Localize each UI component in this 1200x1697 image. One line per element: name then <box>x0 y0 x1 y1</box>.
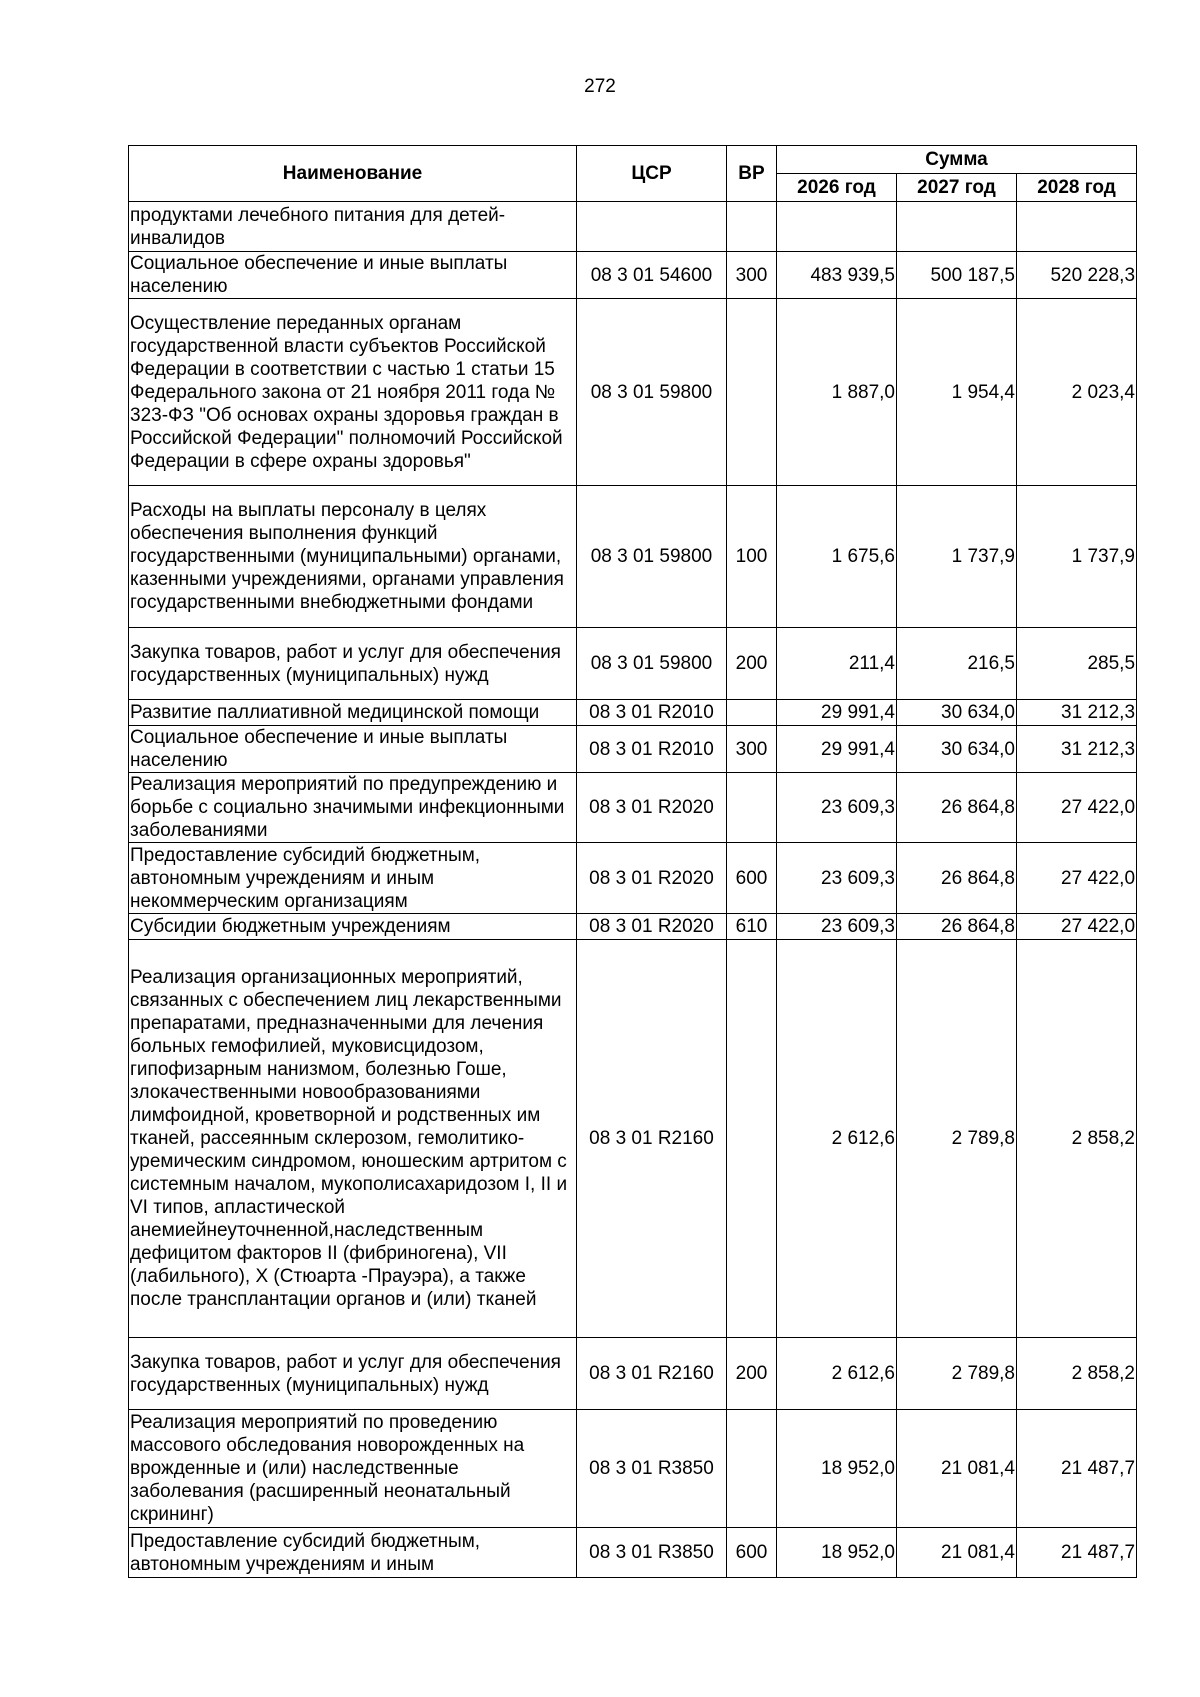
row-vr: 610 <box>727 914 777 940</box>
row-name: продуктами лечебного питания для детей-инвалидов <box>129 202 577 252</box>
row-2027: 2 789,8 <box>897 1338 1017 1410</box>
row-csr: 08 3 01 R2160 <box>577 940 727 1338</box>
row-2026: 1 675,6 <box>777 486 897 628</box>
row-2026: 23 609,3 <box>777 914 897 940</box>
row-csr: 08 3 01 R2010 <box>577 726 727 773</box>
row-vr <box>727 940 777 1338</box>
table-row <box>129 628 1137 700</box>
row-name: Закупка товаров, работ и услуг для обеспечения государственных (муниципальных) нужд <box>129 1338 577 1410</box>
row-2027: 216,5 <box>897 628 1017 700</box>
row-2027: 26 864,8 <box>897 843 1017 914</box>
row-csr: 08 3 01 59800 <box>577 628 727 700</box>
row-2026 <box>777 202 897 252</box>
row-vr: 600 <box>727 843 777 914</box>
header-2028: 2028 год <box>1017 174 1137 202</box>
row-2026: 23 609,3 <box>777 843 897 914</box>
row-csr: 08 3 01 R2020 <box>577 914 727 940</box>
row-name: Реализация мероприятий по проведению массового обследования новорожденных на врожденные и (или) наследственные заболевания (расширенный неонатальный скрининг) <box>129 1410 577 1528</box>
row-name: Предоставление субсидий бюджетным, автономным учреждениям и иным некоммерческим организациям <box>129 843 577 914</box>
table-row <box>129 914 1137 940</box>
row-2027: 1 737,9 <box>897 486 1017 628</box>
row-2027: 1 954,4 <box>897 299 1017 486</box>
row-2028: 285,5 <box>1017 628 1137 700</box>
row-name: Закупка товаров, работ и услуг для обеспечения государственных (муниципальных) нужд <box>129 628 577 700</box>
row-name: Осуществление переданных органам государственной власти субъектов Российской Федерации в соответствии с частью 1 статьи 15 Федерального закона от 21 ноября 2011 года № 323-ФЗ "Об основах охраны здоровья граждан в Российской Федерации" полномочий Российской Федерации в сфере охраны здоровья" <box>129 299 577 486</box>
row-2027 <box>897 202 1017 252</box>
row-2027: 21 081,4 <box>897 1410 1017 1528</box>
row-csr: 08 3 01 54600 <box>577 252 727 299</box>
row-2028: 21 487,7 <box>1017 1410 1137 1528</box>
row-2028: 27 422,0 <box>1017 843 1137 914</box>
row-2027: 26 864,8 <box>897 773 1017 843</box>
table-row <box>129 486 1137 628</box>
row-2028: 27 422,0 <box>1017 914 1137 940</box>
row-vr <box>727 299 777 486</box>
row-2027: 2 789,8 <box>897 940 1017 1338</box>
row-csr: 08 3 01 R2010 <box>577 700 727 726</box>
table-row <box>129 299 1137 486</box>
row-csr: 08 3 01 R3850 <box>577 1410 727 1528</box>
budget-table <box>128 145 1137 1578</box>
row-2026: 29 991,4 <box>777 700 897 726</box>
row-2028: 2 023,4 <box>1017 299 1137 486</box>
row-2028: 21 487,7 <box>1017 1528 1137 1578</box>
row-vr: 600 <box>727 1528 777 1578</box>
row-csr: 08 3 01 59800 <box>577 299 727 486</box>
row-2028: 520 228,3 <box>1017 252 1137 299</box>
row-2026: 483 939,5 <box>777 252 897 299</box>
row-2026: 23 609,3 <box>777 773 897 843</box>
row-csr: 08 3 01 R2020 <box>577 773 727 843</box>
table-row <box>129 773 1137 843</box>
table-row <box>129 202 1137 252</box>
row-vr: 200 <box>727 628 777 700</box>
page-number: 272 <box>584 76 616 97</box>
row-name: Реализация организационных мероприятий, связанных с обеспечением лиц лекарственными препаратами, предназначенными для лечения больных гемофилией, муковисцидозом, гипофизарным нанизмом, болезнью Гоше, злокачественными новообразованиями лимфоидной, кроветворной и родственных им тканей, рассеянным склерозом, гемолитико-уремическим синдромом, юношеским артритом с системным началом, мукополисахаридозом I, II и VI типов, апластической анемиейнеуточненной,наследственным дефицитом факторов II (фибриногена), VII (лабильного), X (Стюарта -Прауэра), а также после трансплантации органов и (или) тканей <box>129 940 577 1338</box>
row-2028: 27 422,0 <box>1017 773 1137 843</box>
row-2026: 29 991,4 <box>777 726 897 773</box>
header-sum: Сумма <box>777 146 1137 174</box>
row-csr <box>577 202 727 252</box>
table-row <box>129 726 1137 773</box>
row-2028: 1 737,9 <box>1017 486 1137 628</box>
row-vr <box>727 202 777 252</box>
row-2026: 18 952,0 <box>777 1410 897 1528</box>
header-name: Наименование <box>129 146 577 202</box>
row-name: Социальное обеспечение и иные выплаты населению <box>129 252 577 299</box>
row-name: Расходы на выплаты персоналу в целях обеспечения выполнения функций государственными (муниципальными) органами, казенными учреждениями, органами управления государственными внебюджетными фондами <box>129 486 577 628</box>
table-header <box>129 146 1137 202</box>
row-2026: 1 887,0 <box>777 299 897 486</box>
table-row <box>129 940 1137 1338</box>
row-csr: 08 3 01 59800 <box>577 486 727 628</box>
header-2027: 2027 год <box>897 174 1017 202</box>
table-row <box>129 1528 1137 1578</box>
table-row <box>129 252 1137 299</box>
table-row <box>129 843 1137 914</box>
row-2026: 18 952,0 <box>777 1528 897 1578</box>
table-row <box>129 1338 1137 1410</box>
header-2026: 2026 год <box>777 174 897 202</box>
row-vr <box>727 700 777 726</box>
row-name: Развитие паллиативной медицинской помощи <box>129 700 577 726</box>
row-vr: 300 <box>727 726 777 773</box>
header-csr: ЦСР <box>577 146 727 202</box>
row-vr: 100 <box>727 486 777 628</box>
row-vr: 300 <box>727 252 777 299</box>
row-2028 <box>1017 202 1137 252</box>
row-2027: 21 081,4 <box>897 1528 1017 1578</box>
row-name: Субсидии бюджетным учреждениям <box>129 914 577 940</box>
row-name: Реализация мероприятий по предупреждению и борьбе с социально значимыми инфекционными заболеваниями <box>129 773 577 843</box>
row-2027: 30 634,0 <box>897 700 1017 726</box>
row-vr <box>727 1410 777 1528</box>
table-row <box>129 1410 1137 1528</box>
row-vr: 200 <box>727 1338 777 1410</box>
row-2028: 2 858,2 <box>1017 940 1137 1338</box>
row-2028: 31 212,3 <box>1017 726 1137 773</box>
row-2028: 31 212,3 <box>1017 700 1137 726</box>
table-row <box>129 700 1137 726</box>
header-vr: ВР <box>727 146 777 202</box>
row-name: Социальное обеспечение и иные выплаты населению <box>129 726 577 773</box>
row-2027: 500 187,5 <box>897 252 1017 299</box>
row-name: Предоставление субсидий бюджетным, автономным учреждениям и иным <box>129 1528 577 1578</box>
row-csr: 08 3 01 R2020 <box>577 843 727 914</box>
row-csr: 08 3 01 R3850 <box>577 1528 727 1578</box>
row-vr <box>727 773 777 843</box>
row-2027: 30 634,0 <box>897 726 1017 773</box>
row-csr: 08 3 01 R2160 <box>577 1338 727 1410</box>
row-2027: 26 864,8 <box>897 914 1017 940</box>
table-body <box>129 202 1137 1578</box>
row-2026: 2 612,6 <box>777 940 897 1338</box>
row-2028: 2 858,2 <box>1017 1338 1137 1410</box>
row-2026: 2 612,6 <box>777 1338 897 1410</box>
row-2026: 211,4 <box>777 628 897 700</box>
